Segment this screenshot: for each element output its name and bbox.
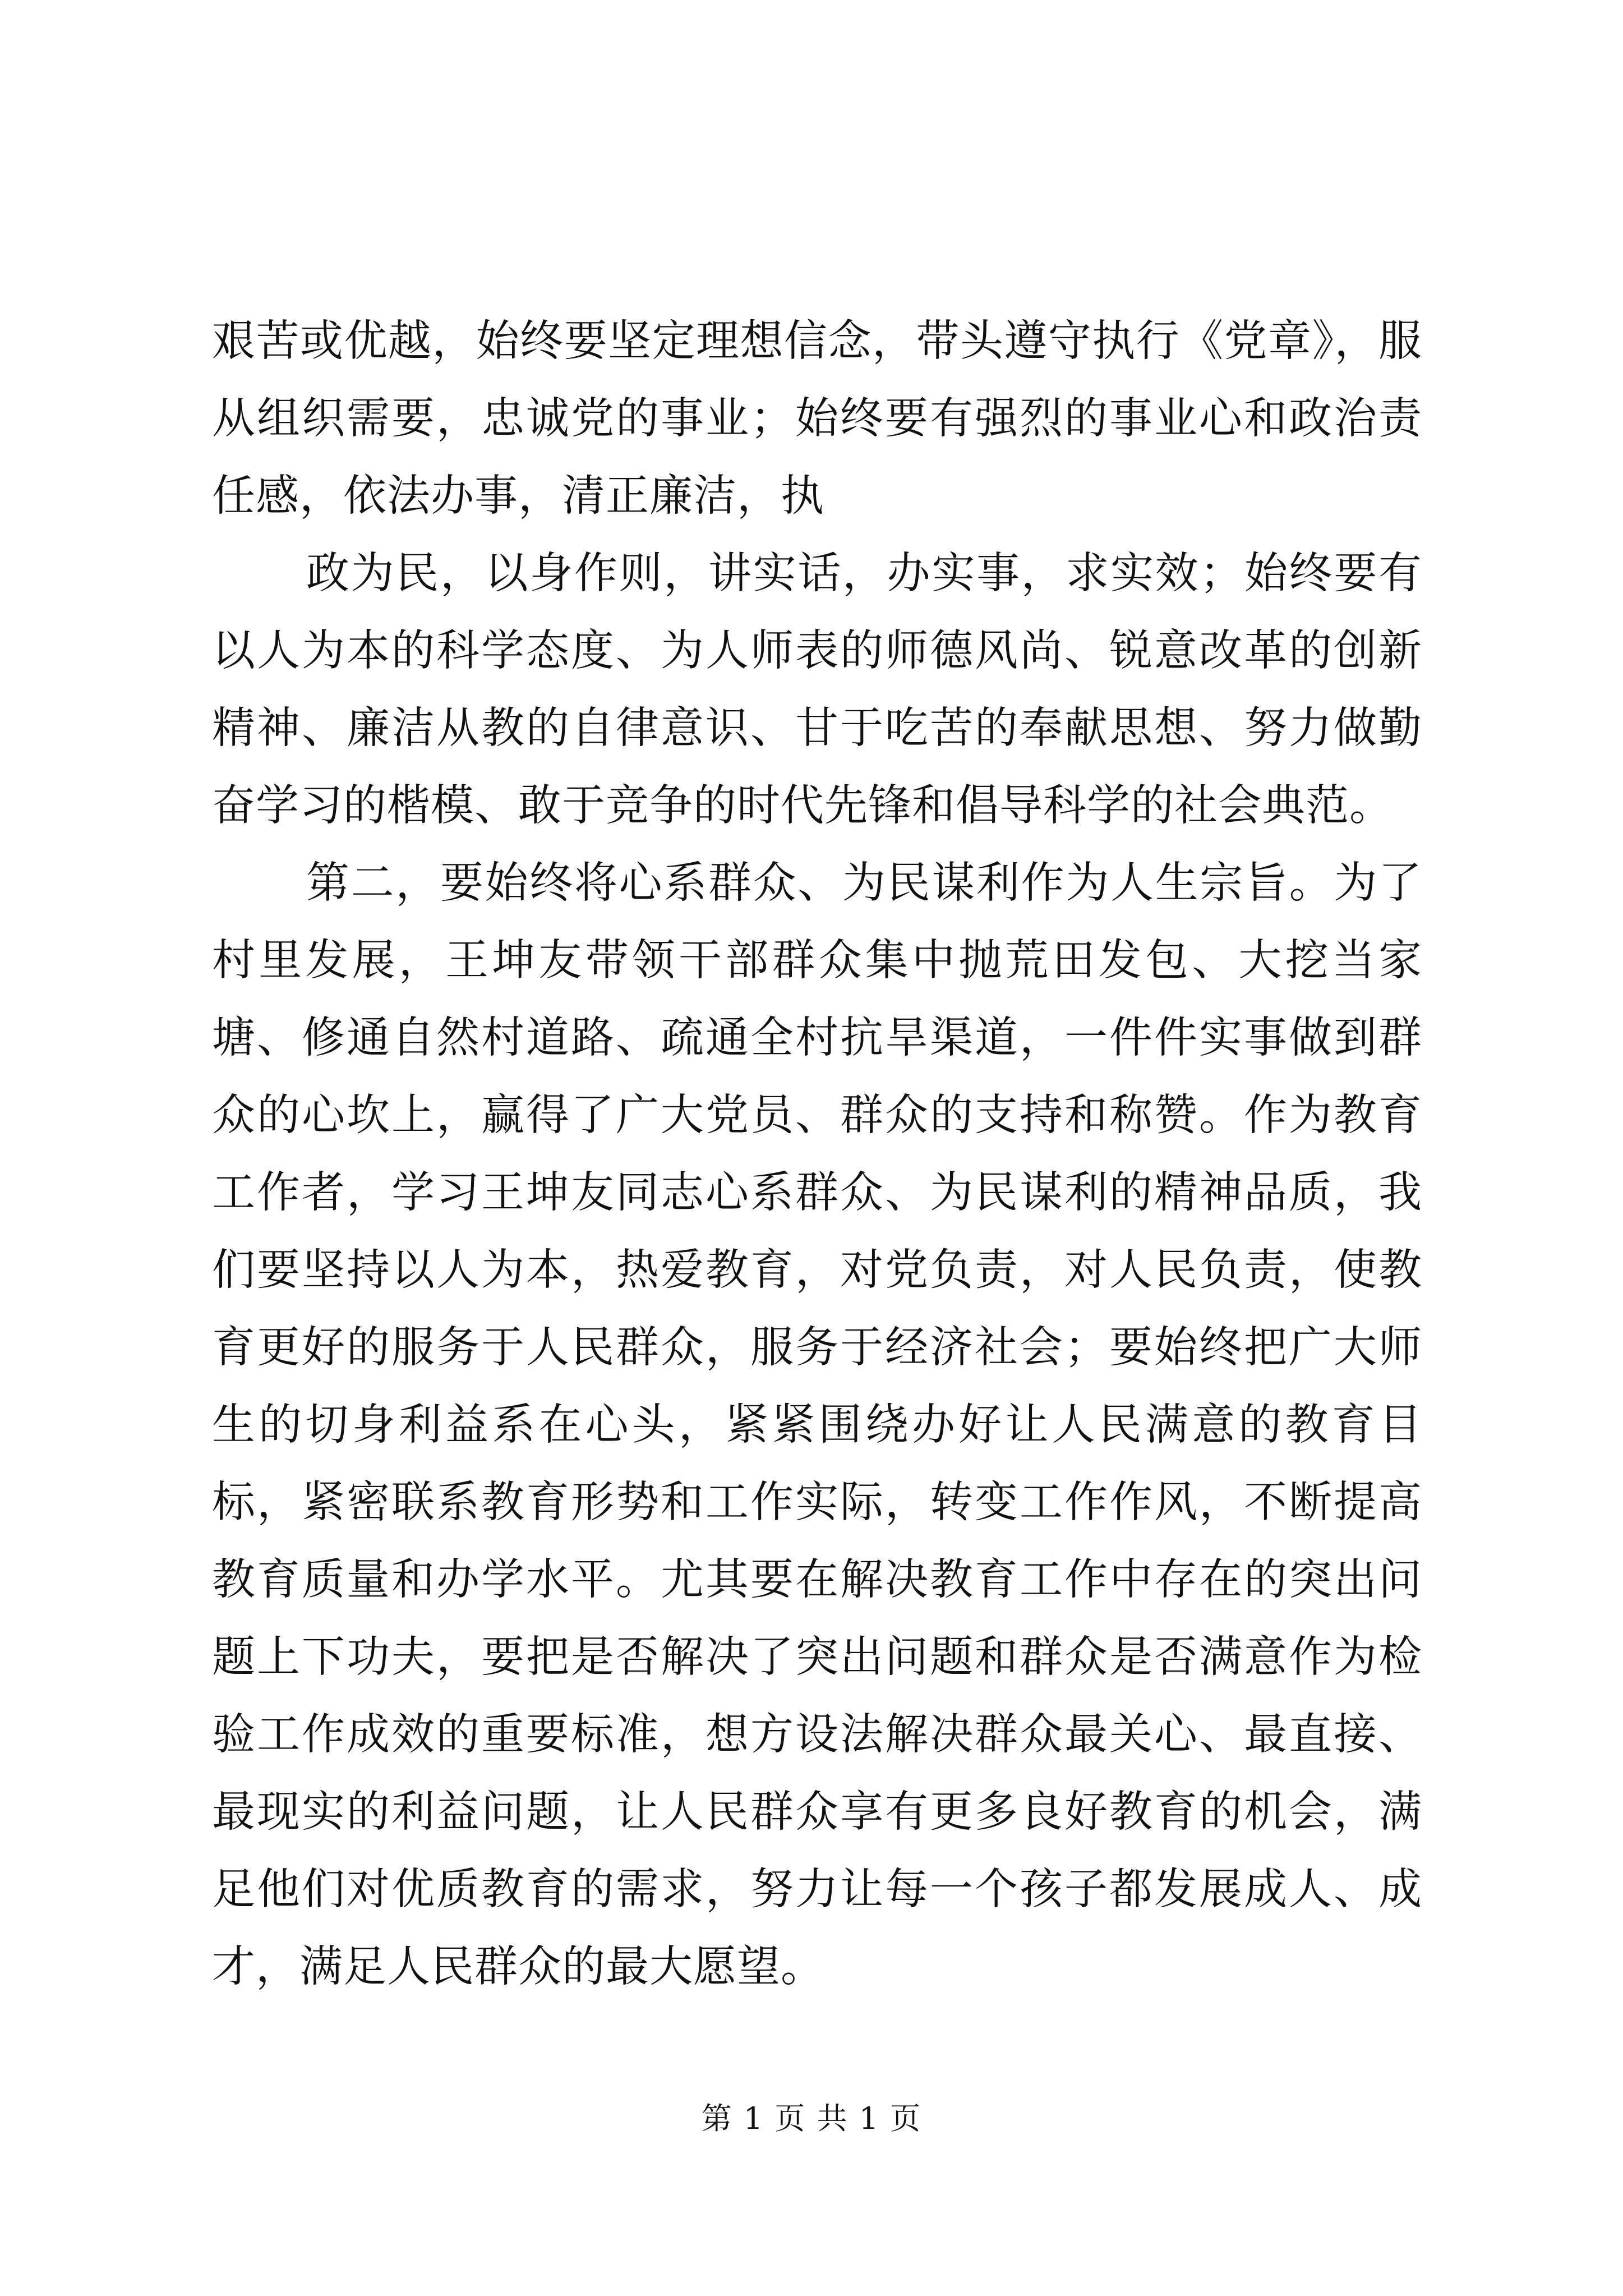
page-footer: 第 1 页 共 1 页: [701, 2101, 922, 2136]
paragraph-2: 政为民，以身作则，讲实话，办实事，求实效；始终要有以人为本的科学态度、为人师表的师德风尚、锐意改革的创新精神、廉洁从教的自律意识、甘于吃苦的奉献思想、努力做勤奋学习的楷模、敢于竞争的时代先锋和倡导科学的社会典范。: [212, 549, 1422, 831]
paragraph-3: 第二，要始终将心系群众、为民谋利作为人生宗旨。为了村里发展，王坤友带领干部群众集中抛荒田发包、大挖当家塘、修通自然村道路、疏通全村抗旱渠道，一件件实事做到群众的心坎上，赢得了广大党员、群众的支持和称赞。作为教育工作者，学习王坤友同志心系群众、为民谋利的精神品质，我们要坚持以人为本，热爱教育，对党负责，对人民负责，使教育更好的服务于人民群众，服务于经济社会；要始终把广大师生的切身利益系在心头，紧紧围绕办好让人民满意的教育目标，紧密联系教育形势和工作实际，转变工作作风，不断提高教育质量和办学水平。尤其要在解决教育工作中存在的突出问题上下功夫，要把是否解决了突出问题和群众是否满意作为检验工作成效的重要标准，想方设法解决群众最关心、最直接、最现实的利益问题，让人民群众享有更多良好教育的机会，满足他们对优质教育的需求，努力让每一个孩子都发展成人、成才，满足人民群众的最大愿望。: [212, 858, 1422, 1992]
document-body: [212, 303, 1422, 2006]
paragraph-1: 艰苦或优越，始终要坚定理想信念，带头遵守执行《党章》，服从组织需要，忠诚党的事业；始终要有强烈的事业心和政治责任感，依法办事，清正廉洁，执: [212, 316, 1422, 521]
